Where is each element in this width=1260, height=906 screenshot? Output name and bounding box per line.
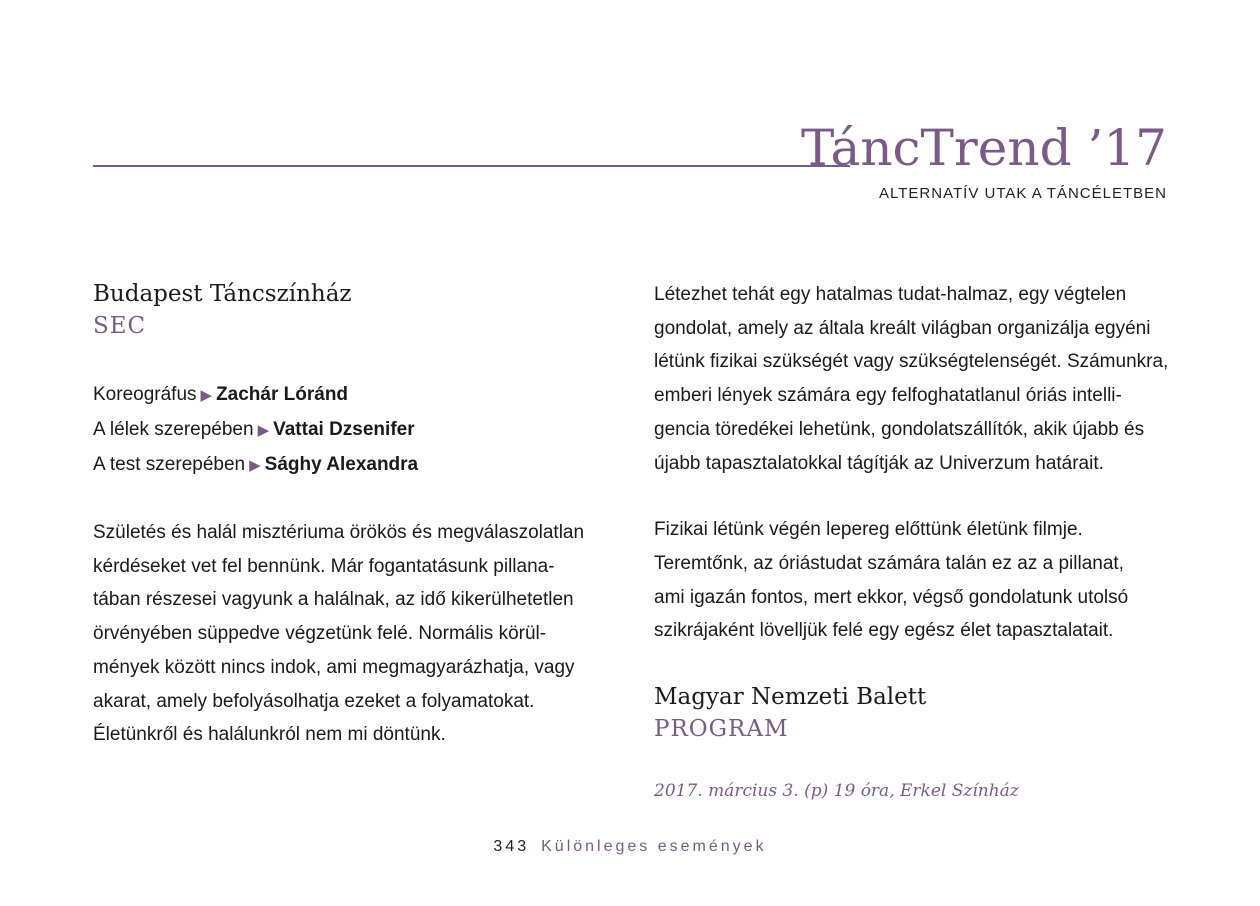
piece-title: SEC	[93, 313, 147, 339]
text-line: kérdéseket vet fel bennünk. Már fogantatásunk pillana-	[93, 555, 555, 577]
page-number: 343	[493, 838, 530, 855]
section-name: Különleges események	[541, 838, 767, 855]
page-title: TáncTrend ’17	[801, 119, 1167, 177]
credit-role: A lélek szerepében	[93, 419, 254, 440]
text-line: ami igazán fontos, mert ekkor, végső gondolatunk utolsó	[654, 586, 1129, 608]
text-line: Létezhet tehát egy hatalmas tudat-halmaz, egy végtelen	[654, 284, 1127, 305]
credit-row	[93, 448, 603, 483]
credit-row	[93, 413, 603, 448]
text-line: Teremtőnk, az óriástudat számára talán ez az a pillanat,	[654, 552, 1124, 574]
venue-name: Budapest Táncszínház	[93, 281, 352, 307]
text-line: tában részesei vagyunk a halálnak, az idő kikerülhetetlen	[93, 589, 574, 611]
credit-name: Sághy Alexandra	[264, 454, 419, 475]
text-line: szikrájaként lövelljük felé egy egész élet tapasztalatait.	[654, 620, 1114, 642]
description-paragraph	[654, 513, 1164, 648]
text-line: gondolat, amely az általa kreált világban organizálja egyéni	[654, 317, 1151, 339]
page-footer	[0, 838, 1260, 856]
text-line: létünk fizikai szükségét vagy szükségtelenségét. Számunkra,	[654, 351, 1169, 373]
description-paragraph	[654, 278, 1169, 480]
page-subtitle: ALTERNATÍV UTAK A TÁNCÉLETBEN	[879, 185, 1167, 202]
credit-role: A test szerepében	[93, 454, 246, 475]
credit-role: Koreográfus	[93, 384, 197, 405]
credit-name: Vattai Dzsenifer	[273, 419, 415, 440]
triangle-right-icon: ▶	[249, 457, 261, 474]
credit-name: Zachár Lóránd	[216, 384, 349, 405]
text-line: gencia töredékei lehetünk, gondolatszállítók, akik újabb és	[654, 418, 1145, 440]
text-line: Fizikai létünk végén lepereg előttünk életünk filmje.	[654, 519, 1083, 541]
triangle-right-icon: ▶	[257, 422, 270, 439]
text-line: Születés és halál misztériuma örökös és megválaszolatlan	[93, 522, 585, 543]
text-line: akarat, amely befolyásolhatja ezeket a folyamatokat.	[93, 690, 535, 712]
text-line: mények között nincs indok, ami megmagyarázhatja, vagy	[93, 656, 575, 678]
triangle-right-icon: ▶	[200, 387, 213, 404]
venue-name: Magyar Nemzeti Balett	[654, 684, 927, 711]
piece-title: PROGRAM	[654, 716, 789, 743]
left-column	[93, 278, 603, 752]
text-line: örvényében süppedve végzetünk felé. Normális körül-	[93, 623, 547, 645]
text-line: emberi lények számára egy felfoghatatlanul óriás intelli-	[654, 385, 1122, 407]
event-date: 2017. március 3. (p) 19 óra, Erkel Színház	[654, 781, 1019, 802]
event-block	[654, 681, 1164, 801]
header-rule	[93, 165, 850, 167]
right-column	[654, 278, 1169, 802]
text-line: újabb tapasztalatokkal tágítják az Univerzum határait.	[654, 452, 1104, 474]
text-line: Életünkről és halálunkról nem mi döntünk.	[93, 724, 446, 746]
description-paragraph	[93, 516, 603, 752]
credit-row	[93, 378, 603, 413]
credits-list	[93, 378, 603, 483]
